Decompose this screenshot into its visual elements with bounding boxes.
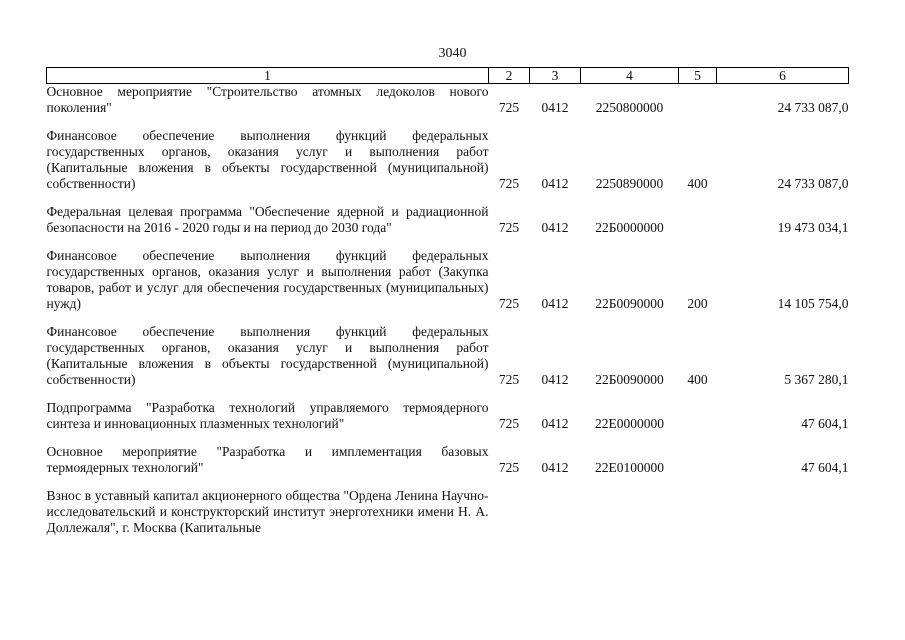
row-spacer (47, 192, 849, 204)
row-name: Финансовое обеспечение выполнения функций федеральных государственных органов, оказания услуг и выполнения работ (Капитальные вложения в объекты государственной (муниципальной) собственности) (46, 324, 489, 387)
row-name: Финансовое обеспечение выполнения функций федеральных государственных органов, оказания услуг и выполнения работ (Закупка товаров, работ и услуг для обеспечения государственных (муниципальных) нужд) (46, 248, 489, 311)
row-target-code: 22Е0000000 (595, 416, 664, 431)
row-ministry-code: 725 (498, 176, 520, 191)
row-spacer (47, 388, 849, 400)
row-name: Подпрограмма "Разработка технологий управляемого термоядерного синтеза и инновационных плазменных технологий" (46, 400, 489, 431)
row-name: Взнос в уставный капитал акционерного общества "Ордена Ленина Научно-исследовательский и конструкторский институт энерготехники имени Н. А. Доллежаля", г. Москва (Капитальные (46, 488, 489, 535)
row-spacer (47, 432, 849, 444)
row-name: Федеральная целевая программа "Обеспечение ядерной и радиационной безопасности на 2016 - 2020 годы и на период до 2030 года" (46, 204, 489, 235)
table-row (47, 204, 849, 236)
table-header-row (47, 68, 849, 84)
column-header-1: 1 (47, 68, 489, 84)
table-row (47, 444, 849, 476)
row-ministry-code: 725 (498, 220, 520, 235)
row-expense-type (679, 400, 717, 432)
column-header-6: 6 (717, 68, 849, 84)
row-expense-type: 200 (687, 296, 708, 311)
column-header-5: 5 (679, 68, 717, 84)
row-spacer (47, 236, 849, 248)
row-amount (717, 488, 849, 536)
column-header-3: 3 (530, 68, 581, 84)
row-spacer (47, 476, 849, 488)
row-name: Финансовое обеспечение выполнения функций федеральных государственных органов, оказания услуг и выполнения работ (Капитальные вложения в объекты государственной (муниципальной) собственности) (46, 128, 489, 191)
row-target-code: 22Е0100000 (595, 460, 664, 475)
table-row (47, 248, 849, 312)
page-number: 3040 (438, 46, 467, 61)
row-expense-type: 400 (687, 372, 708, 387)
row-amount: 47 604,1 (801, 416, 849, 431)
row-ministry-code (489, 488, 530, 536)
row-target-code: 22Б0090000 (595, 296, 664, 311)
row-section-code: 0412 (541, 296, 569, 311)
row-expense-type: 400 (687, 176, 708, 191)
row-amount: 47 604,1 (801, 460, 849, 475)
row-ministry-code: 725 (498, 100, 520, 115)
table-row (47, 84, 849, 117)
row-target-code: 2250800000 (595, 100, 664, 115)
row-expense-type (679, 444, 717, 476)
row-amount: 24 733 087,0 (777, 100, 849, 115)
row-ministry-code: 725 (498, 460, 520, 475)
row-ministry-code: 725 (498, 416, 520, 431)
row-amount: 5 367 280,1 (784, 372, 849, 387)
row-amount: 24 733 087,0 (777, 176, 849, 191)
table-row (47, 128, 849, 192)
row-section-code: 0412 (541, 372, 569, 387)
row-expense-type (679, 488, 717, 536)
row-section-code: 0412 (541, 416, 569, 431)
row-ministry-code: 725 (498, 372, 520, 387)
row-spacer (47, 116, 849, 128)
row-target-code: 22Б0000000 (595, 220, 664, 235)
table-row (47, 324, 849, 388)
row-amount: 14 105 754,0 (777, 296, 849, 311)
row-expense-type (679, 204, 717, 236)
column-header-2: 2 (489, 68, 530, 84)
row-section-code: 0412 (541, 100, 569, 115)
column-header-4: 4 (581, 68, 679, 84)
row-ministry-code: 725 (498, 296, 520, 311)
row-target-code (581, 488, 679, 536)
budget-table (46, 67, 849, 536)
row-expense-type (679, 84, 717, 117)
row-target-code: 2250890000 (595, 176, 664, 191)
row-section-code: 0412 (541, 220, 569, 235)
table-row (47, 488, 849, 536)
row-name: Основное мероприятие "Строительство атомных ледоколов нового поколения" (46, 84, 489, 115)
row-section-code (530, 488, 581, 536)
row-section-code: 0412 (541, 460, 569, 475)
row-name: Основное мероприятие "Разработка и имплементация базовых термоядерных технологий" (46, 444, 489, 475)
row-section-code: 0412 (541, 176, 569, 191)
row-spacer (47, 312, 849, 324)
row-amount: 19 473 034,1 (777, 220, 849, 235)
row-target-code: 22Б0090000 (595, 372, 664, 387)
table-row (47, 400, 849, 432)
